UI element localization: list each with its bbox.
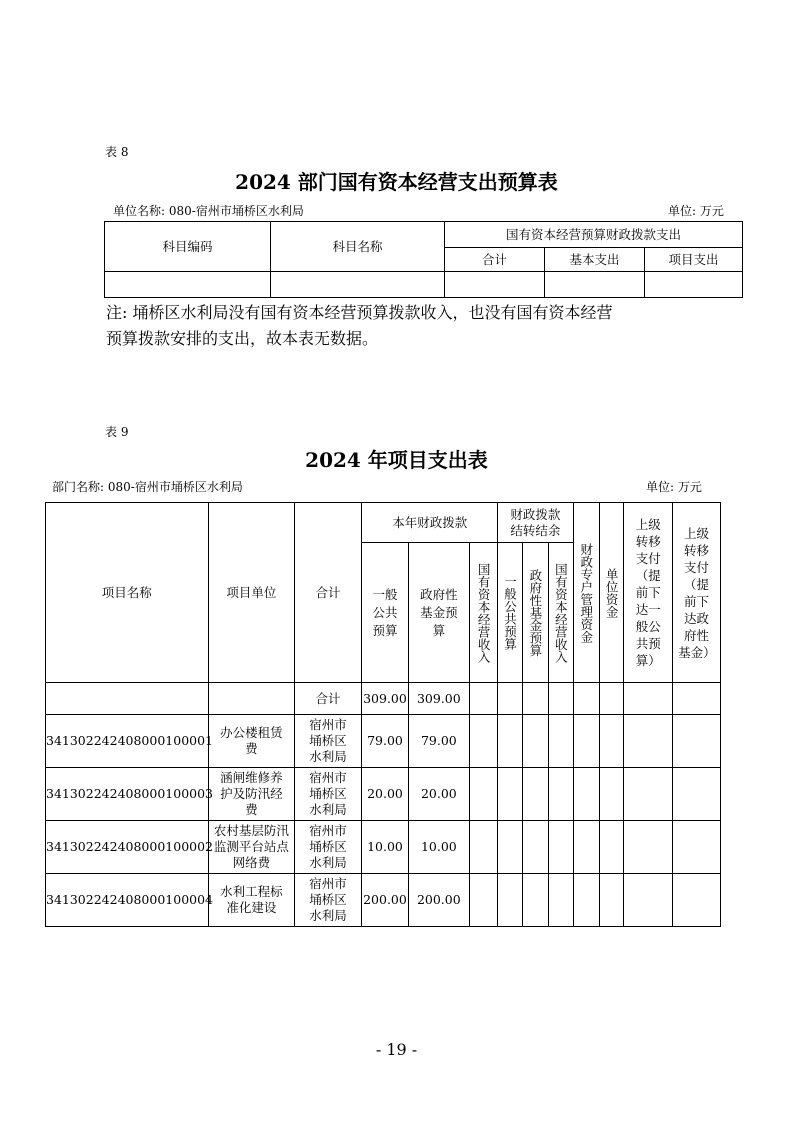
header-special-fund: 财政专户管理资金 — [578, 542, 594, 643]
header-total: 合计 — [445, 248, 545, 272]
table8-label: 表 8 — [105, 145, 129, 159]
table8-note-line2: 预算拨款安排的支出，故本表无数据。 — [106, 329, 379, 348]
row-general: 200.00 — [408, 874, 469, 927]
total-general: 309.00 — [408, 683, 469, 715]
header-transfer-general: 上级转移支付（提前下达一般公共预算） — [635, 517, 661, 668]
header-project: 项目支出 — [645, 248, 743, 272]
table9-label: 表 9 — [105, 425, 129, 439]
table9 — [45, 502, 721, 927]
row-name: 农村基层防汛监测平台站点网络费 — [213, 823, 289, 870]
header-project-name: 项目名称 — [46, 503, 209, 683]
row-general: 10.00 — [408, 821, 469, 874]
table-row — [46, 874, 721, 927]
header-total: 合计 — [295, 503, 362, 683]
header-general-budget: 一般公共预算 — [372, 586, 398, 638]
header-basic: 基本支出 — [545, 248, 645, 272]
row-total: 200.00 — [362, 874, 409, 927]
table-row — [46, 821, 721, 874]
total-label: 合计 — [295, 683, 362, 715]
row-name: 涵闸维修养护及防汛经费 — [220, 770, 283, 817]
row-code: 341302242408000100001 — [46, 715, 209, 768]
header-carryover-group: 财政拨款结转结余 — [510, 506, 561, 538]
total-row — [46, 683, 721, 715]
header-group: 国有资本经营预算财政拨款支出 — [445, 222, 743, 248]
table8-unit-name: 单位名称: 080-宿州市埇桥区水利局 — [113, 204, 304, 218]
header-co-general: 一般公共预算 — [502, 575, 518, 650]
header-co-state-capital: 国有资本经营收入 — [553, 562, 569, 663]
row-unit: 宿州市埇桥区水利局 — [309, 823, 347, 870]
table-row — [46, 715, 721, 768]
header-transfer-fund: 上级转移支付（提前下达政府性基金） — [678, 525, 716, 660]
header-gov-fund: 政府性基金预算 — [420, 586, 458, 638]
header-current-group: 本年财政拨款 — [362, 503, 498, 543]
row-name: 水利工程标准化建设 — [220, 884, 283, 915]
row-unit: 宿州市埇桥区水利局 — [309, 876, 347, 923]
row-unit: 宿州市埇桥区水利局 — [309, 717, 347, 764]
page-number: - 19 - — [375, 1040, 418, 1059]
table8-note-line1: 注: 埇桥区水利局没有国有资本经营预算拨款收入，也没有国有资本经营 — [106, 303, 613, 322]
table8-title: 2024 部门国有资本经营支出预算表 — [235, 170, 558, 194]
row-name: 办公楼租赁费 — [220, 725, 283, 756]
table9-unit: 单位: 万元 — [646, 480, 702, 494]
total-value: 309.00 — [362, 683, 409, 715]
table9-title: 2024 年项目支出表 — [305, 448, 488, 472]
header-project-unit: 项目单位 — [208, 503, 294, 683]
table8 — [104, 221, 743, 298]
row-code: 341302242408000100003 — [46, 768, 209, 821]
row-code: 341302242408000100002 — [46, 821, 209, 874]
header-name: 科目名称 — [271, 222, 445, 272]
row-general: 20.00 — [408, 768, 469, 821]
table-row — [46, 768, 721, 821]
row-code: 341302242408000100004 — [46, 874, 209, 927]
row-unit: 宿州市埇桥区水利局 — [309, 770, 347, 817]
table9-dept-name: 部门名称: 080-宿州市埇桥区水利局 — [52, 480, 243, 494]
header-unit-fund: 单位资金 — [604, 567, 620, 618]
row-total: 79.00 — [362, 715, 409, 768]
header-code: 科目编码 — [105, 222, 271, 272]
table-row — [105, 272, 743, 298]
header-state-capital: 国有资本经营收入 — [476, 562, 492, 663]
header-co-gov-fund: 政府性基金预算 — [527, 568, 543, 657]
table8-unit: 单位: 万元 — [668, 204, 724, 218]
row-total: 10.00 — [362, 821, 409, 874]
row-general: 79.00 — [408, 715, 469, 768]
row-total: 20.00 — [362, 768, 409, 821]
